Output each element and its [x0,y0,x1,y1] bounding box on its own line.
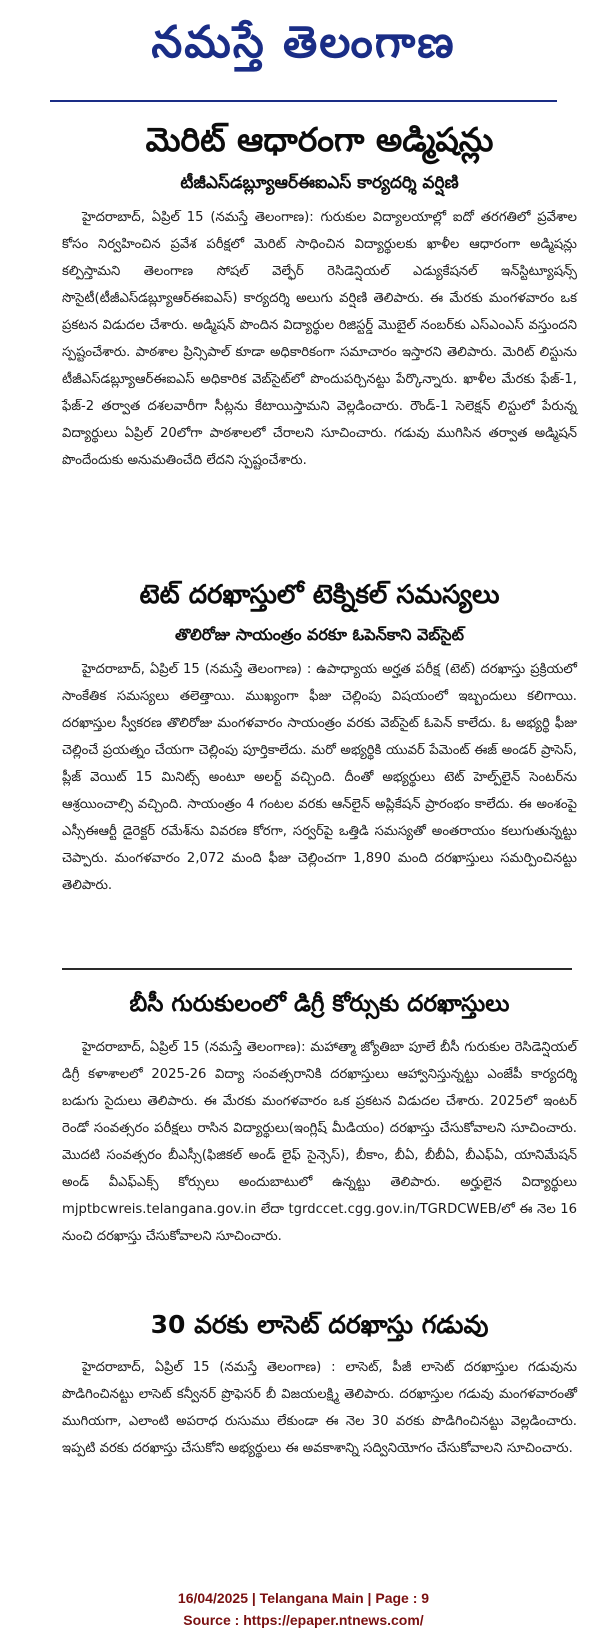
article-body: హైదరాబాద్, ఏప్రిల్ 15 (నమస్తే తెలంగాణ) : ఉపాధ్యాయ అర్హత పరీక్ష (టెట్) దరఖాస్తు ప్రక్రియలో సాంకేతిక సమస్యలు తలెత్తాయి. ముఖ్యంగా ఫీజు చెల్లింపు విషయంలో ఇబ్బందులు కలిగాయి. దరఖాస్తుల స్వీకరణ తొలిరోజు మంగళవారం సాయంత్రం వరకు వెబ్‌సైట్ ఓపెన్ కాలేదు. ఓ అభ్యర్థి ఫీజు చెల్లించే ప్రయత్నం చేయగా చెల్లింపు పూర్తికాలేదు. మరో అభ్యర్థికి యువర్ పేమెంట్ ఈజ్ అండర్ ప్రాసెస్, ప్లీజ్ వెయిట్ 15 మినిట్స్ అంటూ అలర్ట్ వచ్చింది. దీంతో అభ్యర్థులు టెట్ హెల్ప్‌లైన్ సెంటర్‌ను ఆశ్రయించాల్సి వచ్చింది. సాయంత్రం 4 గంటల వరకు ఆన్‌లైన్ అప్లికేషన్ ప్రారంభం కాలేదు. ఈ అంశంపై ఎస్సీఈఆర్టీ డైరెక్టర్ రమేశ్‌ను వివరణ కోరగా, సర్వర్‌పై ఒత్తిడి సమస్యతో అంతరాయం కలుగుతున్నట్టు చెప్పారు. మంగళవారం 2,072 మంది ఫీజు చెల్లించగా 1,890 మంది దరఖాస్తులు సమర్పించినట్టు తెలిపారు. [62,662,577,893]
masthead [0,0,607,96]
article-bc-gurukul-degree [62,980,577,1250]
article-headline: మెరిట్ ఆధారంగా అడ్మిషన్లు [145,120,494,159]
article-body: హైదరాబాద్, ఏప్రిల్ 15 (నమస్తే తెలంగాణ): మహాత్మా జ్యోతిబా పూలే బీసీ గురుకుల రెసిడెన్షియల్ డిగ్రీ కళాశాలలో 2025-26 విద్యా సంవత్సరానికి దరఖాస్తులు ఆహ్వానిస్తున్నట్టు ఎంజేపీ కార్యదర్శి బడుగు సైదులు తెలిపారు. ఈ మేరకు మంగళవారం ఒక ప్రకటన విడుదల చేశారు. 2025లో ఇంటర్ రెండో సంవత్సరం పరీక్షలు రాసిన విద్యార్థులు(ఇంగ్లిష్ మీడియం) దరఖాస్తు చేసుకోవాలని సూచించారు. మొదటి సంవత్సరం బీఎస్సీ(ఫిజికల్ అండ్ లైఫ్ సైన్సెస్), బీకాం, బీఏ, బీబీఏ, బీఎఫ్ఏ, యానిమేషన్ అండ్ వీఎఫ్ఎక్స్ కోర్సులు అందుబాటులో ఉన్నట్టు తెలిపారు. అర్హులైన విద్యార్థులు mjptbcwreis.telangana.gov.in లేదా tgrdccet.cgg.gov.in/TGRDCWEB/లో ఈ నెల 16 నుంచి దరఖాస్తు చేసుకోవాలని సూచించారు. [62,1040,577,1244]
article-lawcet-deadline [62,1300,577,1462]
masthead-title: నమస్తే తెలంగాణ [151,17,456,68]
article-subhead: తొలిరోజు సాయంత్రం వరకూ ఓపెన్‌కాని వెబ్‌సైట్ [175,625,464,644]
footer-edition-info: 16/04/2025 | Telangana Main | Page : 9 [177,1590,430,1606]
article-body: హైదరాబాద్, ఏప్రిల్ 15 (నమస్తే తెలంగాణ): గురుకుల విద్యాలయాల్లో ఐదో తరగతిలో ప్రవేశాల కోసం నిర్వహించిన ప్రవేశ పరీక్షలో మెరిట్ సాధించిన విద్యార్థులకు ఖాళీల ఆధారంగా అడ్మిషన్లు కల్పిస్తామని తెలంగాణ సోషల్ వెల్ఫేర్ రెసిడెన్షియల్ ఎడ్యుకేషనల్ ఇన్‌స్టిట్యూషన్స్ సొసైటీ(టీజీఎస్‌డబ్ల్యూఆర్ఈఐఎస్) కార్యదర్శి అలుగు వర్షిణి తెలిపారు. ఈ మేరకు మంగళవారం ఒక ప్రకటన విడుదల చేశారు. అడ్మిషన్ పొందిన విద్యార్థుల రిజిస్టర్డ్ మొబైల్ నంబర్‌కు ఎస్ఎంఎస్ వస్తుందని స్పష్టంచేశారు. పాఠశాల ప్రిన్సిపాల్ కూడా అధికారికంగా సమాచారం ఇస్తారని తెలిపారు. మెరిట్ లిస్టును టీజీఎస్‌డబ్ల్యూఆర్ఈఐఎస్ అధికారిక వెబ్‌సైట్‌లో పొందుపర్చినట్టు పేర్కొన్నారు. ఖాళీల మేరకు ఫేజ్-1, ఫేజ్-2 తర్వాత దశలవారీగా సీట్లను కేటాయిస్తామని వెల్లడించారు. రౌండ్-1 సెలెక్షన్ లిస్టులో పేరున్న విద్యార్థులు ఏప్రిల్ 20లోగా పాఠశాలలో చేరాలని సూచించారు. గడువు ముగిసిన తర్వాత అడ్మిషన్ పొందేందుకు అనుమతించేది లేదని స్పష్టంచేశారు. [62,210,577,468]
article-headline: బీసీ గురుకులంలో డిగ్రీ కోర్సుకు దరఖాస్తులు [129,991,510,1017]
article-headline: టెట్ దరఖాస్తులో టెక్నికల్ సమస్యలు [139,580,500,610]
article-merit-admissions [62,112,577,474]
article-body: హైదరాబాద్, ఏప్రిల్ 15 (నమస్తే తెలంగాణ) : లాసెట్, పీజీ లాసెట్ దరఖాస్తుల గడువును పొడిగించినట్టు లాసెట్ కన్వీనర్ ప్రొఫెసర్ బీ విజయలక్ష్మి తెలిపారు. దరఖాస్తుల గడువు మంగళవారంతో ముగియగా, ఎలాంటి అపరాధ రుసుము లేకుండా ఈ నెల 30 వరకు పొడిగించినట్టు వెల్లడించారు. ఇప్పటి వరకు దరఖాస్తు చేసుకోని అభ్యర్థులు ఈ అవకాశాన్ని సద్వినియోగం చేసుకోవాలని సూచించారు. [62,1360,577,1456]
masthead-divider [50,100,557,102]
section-divider [62,968,572,970]
article-subhead: టీజీఎస్‌డబ్ల్యూఆర్ఈఐఎస్ కార్యదర్శి వర్షిణి [180,173,459,193]
article-tet-technical-issues [62,570,577,899]
footer-source-link[interactable]: Source : https://epaper.ntnews.com/ [183,1612,424,1628]
article-headline: 30 వరకు లాసెట్ దరఖాస్తు గడువు [150,1310,489,1339]
